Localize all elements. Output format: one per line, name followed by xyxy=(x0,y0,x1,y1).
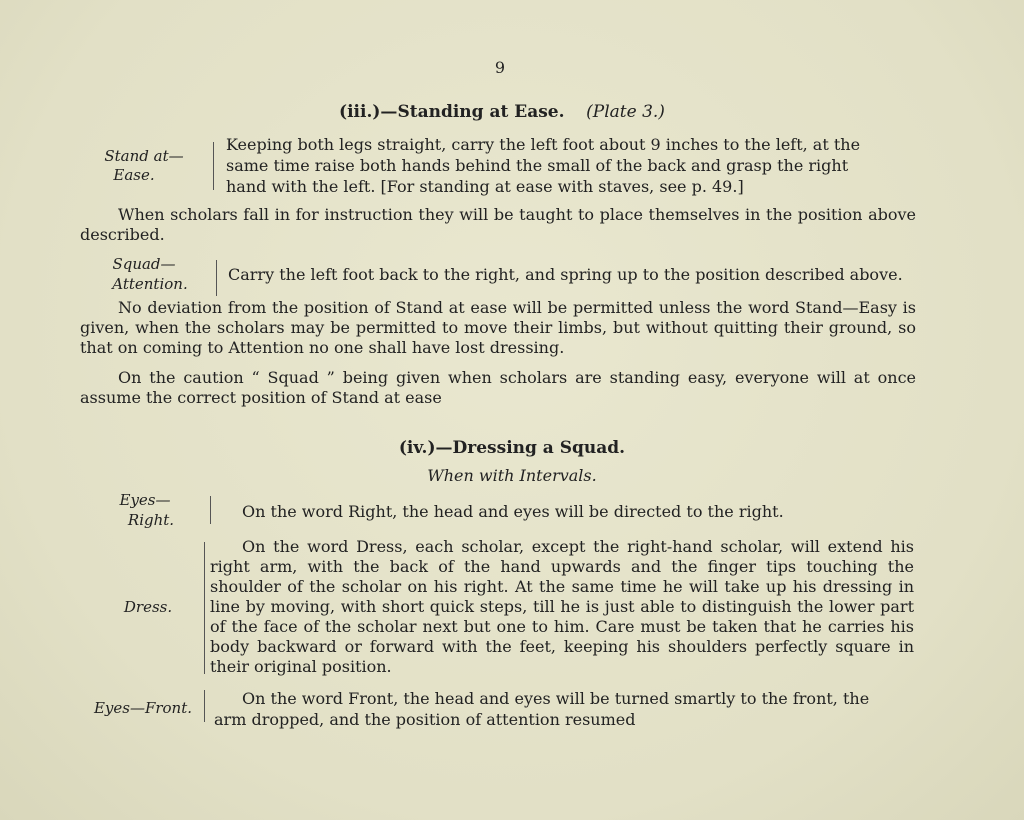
dress-text: On the word Dress, each scholar, except the right-hand scholar, will extend his right arm, with the back of the hand upwards and the finger tips touching the shoulder of the scholar on his right. At the same time he will take up his dressing in line by moving, with short quick steps, till he is just able to distinguish the lower part of the face of the scholar next but one to him. Care must be taken that he carries his body backward or forward with the feet, keeping his shoulders perfectly square in their original position. xyxy=(210,537,914,676)
sidenote-dress: Dress. xyxy=(123,598,173,616)
stand-ease-line-3: hand with the left. [For standing at ease with staves, see p. 49.] xyxy=(226,177,744,196)
brace-eyes-front xyxy=(204,690,205,722)
paragraph-no-deviation: No deviation from the position of Stand at ease will be permitted unless the word Stand—Easy is given, when the scholars may be permitted to move their limbs, but without quitting their ground, so that on coming to Attention no one shall have lost dressing. xyxy=(80,298,916,357)
sidenote-squad: Squad— xyxy=(112,255,176,273)
section-iii-plate: (Plate 3.) xyxy=(586,102,665,122)
section-iv-heading xyxy=(0,438,1024,458)
eyes-right-text: On the word Right, the head and eyes will be directed to the right. xyxy=(242,502,784,521)
paragraph-fall-in: When scholars fall in for instruction they will be taught to place themselves in the position above described. xyxy=(80,205,916,244)
stand-ease-line-2: same time raise both hands behind the small of the back and grasp the right xyxy=(226,156,849,175)
section-iii-heading xyxy=(0,102,1014,122)
section-iv-number: (iv.)— xyxy=(398,438,453,458)
sidenote-right: Right. xyxy=(127,511,175,529)
paragraph-caution: On the caution “ Squad ” being given when scholars are standing easy, everyone will at once assume the correct position of Stand at ease xyxy=(80,368,916,407)
brace-stand-at-ease xyxy=(213,142,214,190)
section-iv-subtitle: When with Intervals. xyxy=(427,466,597,485)
page-number: 9 xyxy=(494,58,506,77)
sidenote-ease: Ease. xyxy=(113,166,155,184)
stand-ease-line-1: Keeping both legs straight, carry the left foot about 9 inches to the left, at the xyxy=(226,135,861,154)
squad-attention-text: Carry the left foot back to the right, and spring up to the position described above. xyxy=(228,265,903,284)
eyes-front-line-1: On the word Front, the head and eyes will be turned smartly to the front, the xyxy=(242,689,870,708)
section-iii-number: (iii.)— xyxy=(339,102,398,122)
sidenote-stand-at: Stand at— xyxy=(104,147,184,165)
section-iv-title: Dressing a Squad. xyxy=(452,438,626,458)
sidenote-eyes: Eyes— xyxy=(119,491,171,509)
brace-dress xyxy=(204,542,205,674)
section-iii-title: Standing at Ease. xyxy=(397,102,565,122)
brace-eyes-right xyxy=(210,496,211,524)
sidenote-attention: Attention. xyxy=(112,275,188,293)
eyes-front-line-2: arm dropped, and the position of attention resumed xyxy=(214,710,636,729)
sidenote-eyes-front: Eyes—Front. xyxy=(93,699,193,717)
brace-squad-attention xyxy=(216,260,217,296)
